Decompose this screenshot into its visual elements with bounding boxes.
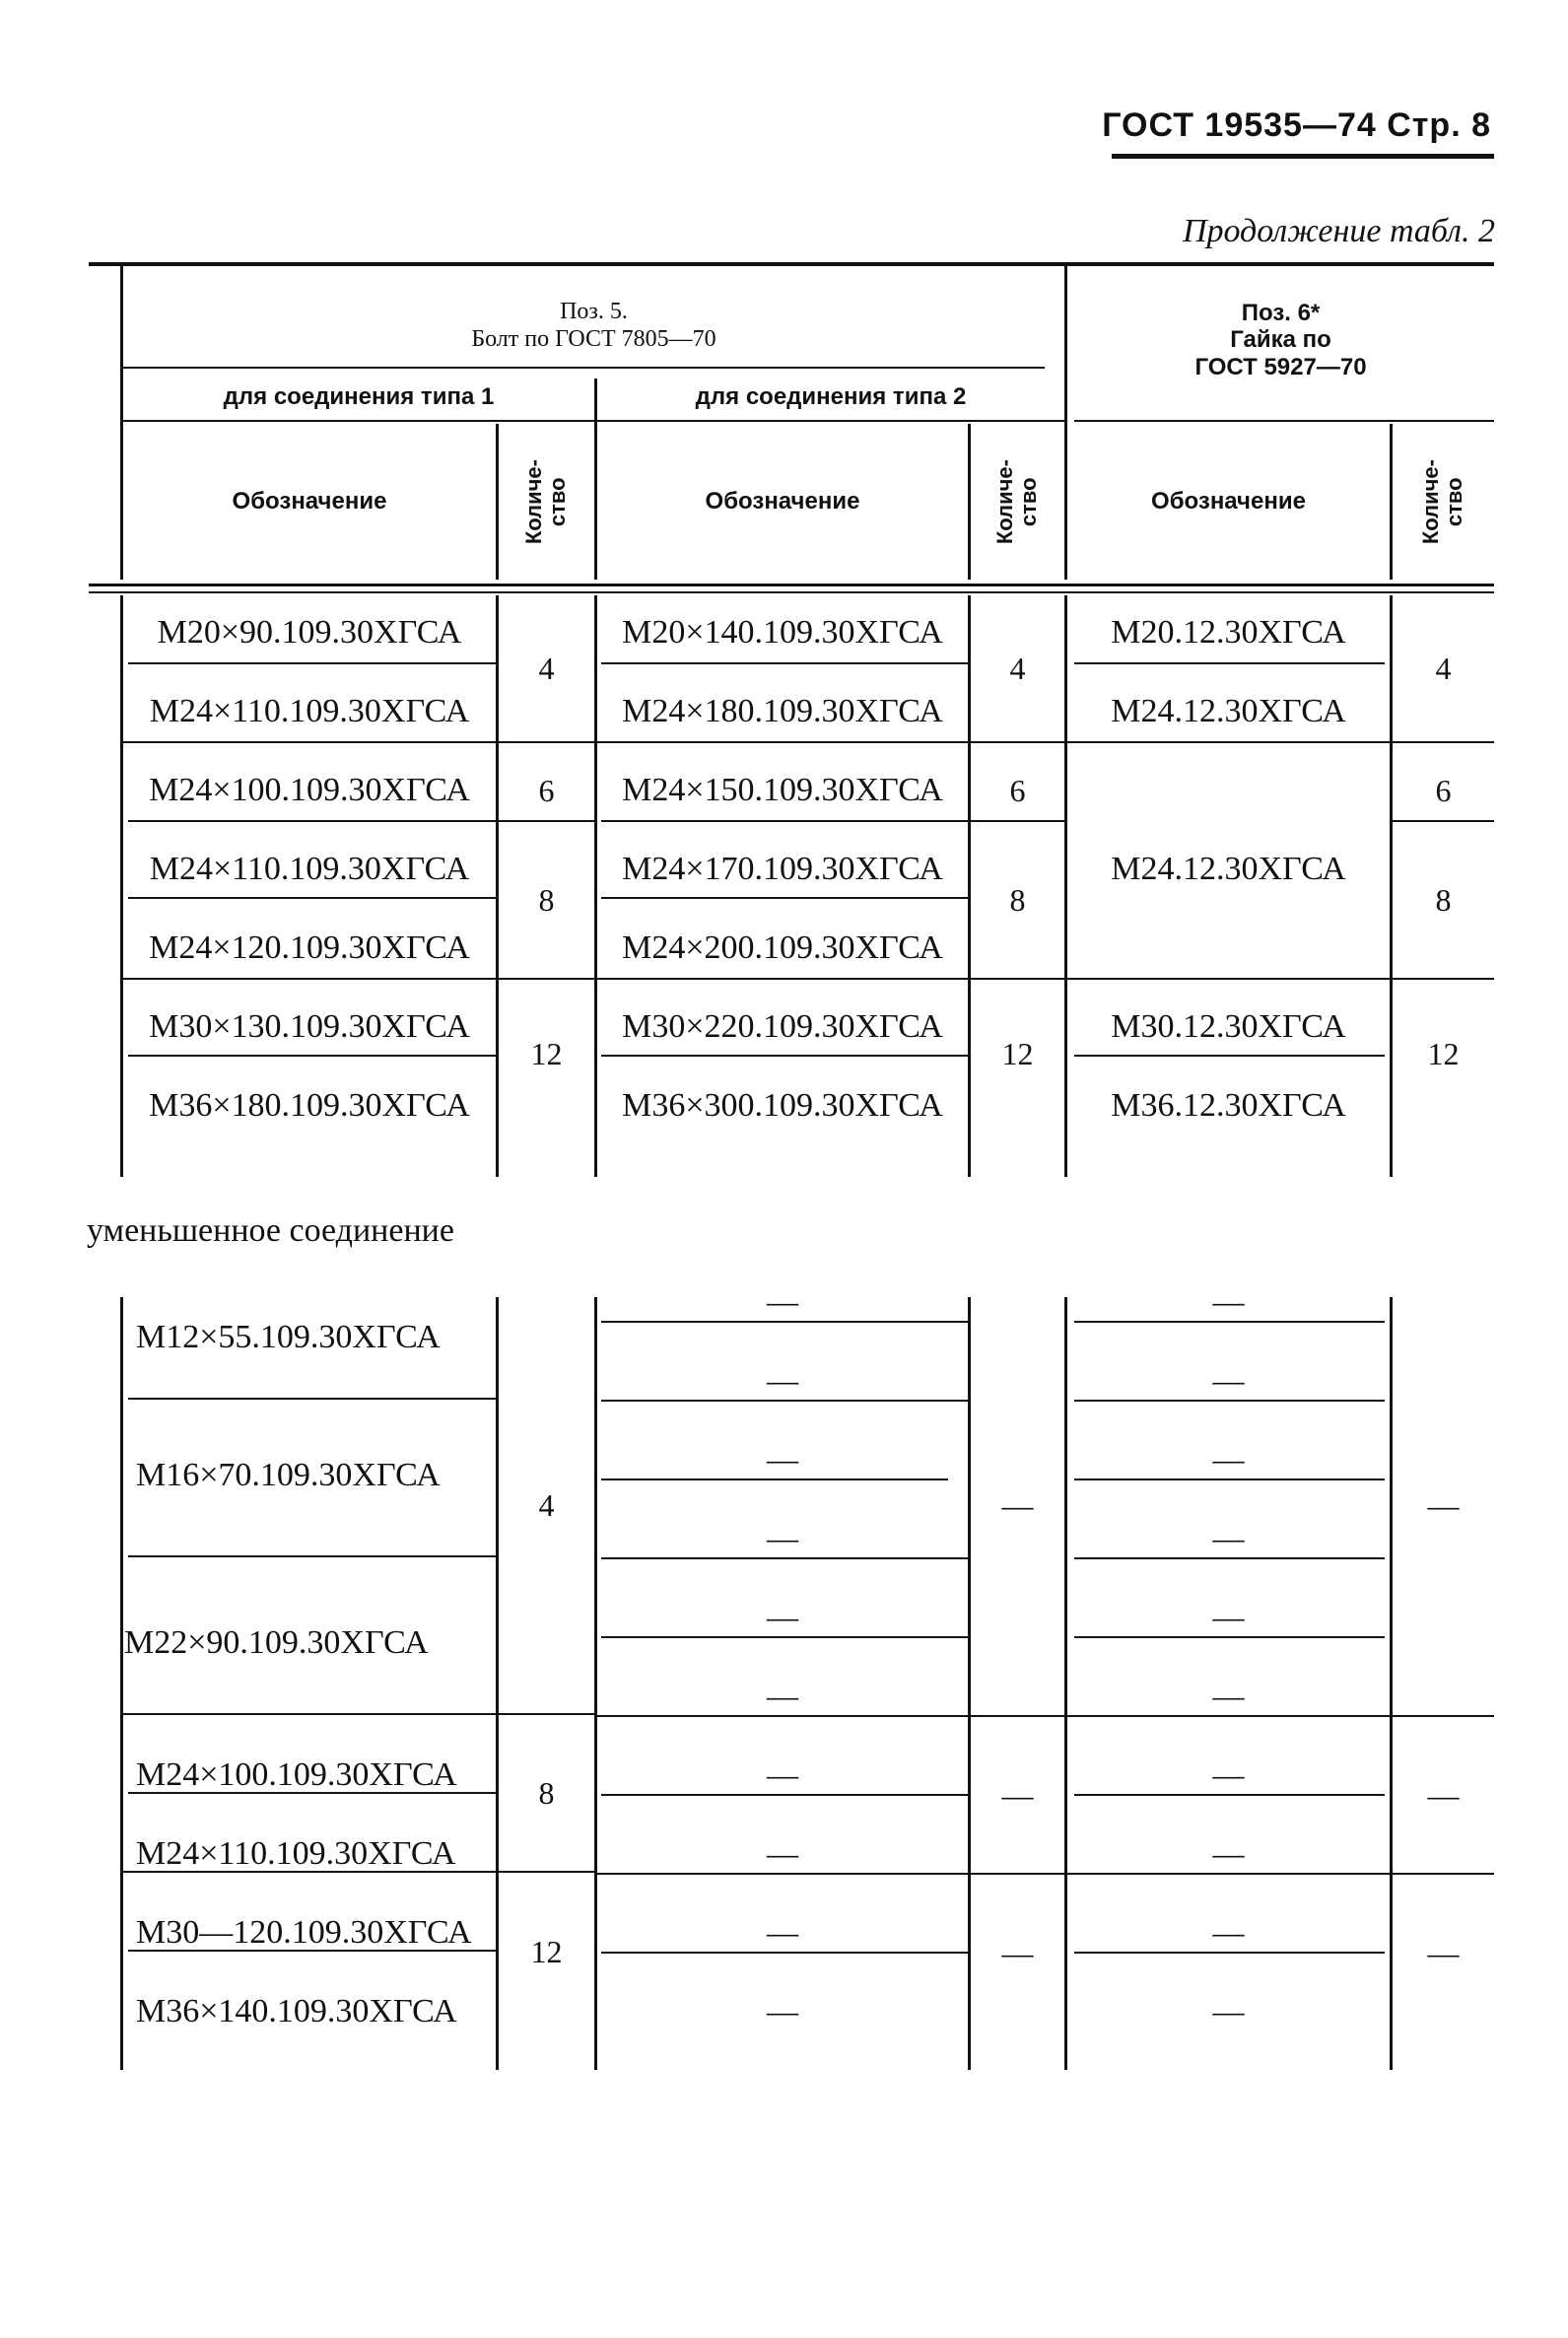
- row-rule: [601, 1055, 968, 1057]
- row-rule: [1074, 1055, 1385, 1057]
- dash-cell: —: [767, 1755, 798, 1792]
- dash-cell: —: [1212, 1677, 1245, 1713]
- dash-cell: —: [767, 1282, 798, 1319]
- lower-row-rule: [601, 1400, 968, 1402]
- lower-row-rule: [1074, 1478, 1385, 1480]
- reduced-bolt-designation: М12×55.109.30ХГСА: [136, 1319, 441, 1355]
- qty-bolt1: 6: [538, 772, 555, 808]
- dash-cell: —: [1212, 1834, 1245, 1871]
- reduced-qty: 12: [530, 1933, 563, 1969]
- pos5-line1: Поз. 5.: [560, 299, 628, 325]
- nut-designation: М20.12.30ХГСА: [1111, 614, 1346, 651]
- header-rule-type: [123, 420, 1064, 422]
- bolt1-designation: М36×180.109.30ХГСА: [149, 1087, 470, 1124]
- nut-designation: М30.12.30ХГСА: [1111, 1008, 1346, 1045]
- dash-cell: —: [767, 1677, 798, 1713]
- lower-row-rule: [128, 1555, 496, 1557]
- row-rule: [128, 662, 496, 664]
- header-bottom-rule-1: [89, 584, 1494, 586]
- reduced-bolt-designation: М36×140.109.30ХГСА: [136, 1993, 457, 2029]
- quantity-header-1-text: Количе- ство: [521, 458, 571, 545]
- qty-bolt2: 4: [1009, 650, 1026, 686]
- pos6-line3: ГОСТ 5927—70: [1194, 353, 1367, 380]
- reduced-bolt-designation: М30—120.109.30ХГСА: [136, 1914, 472, 1951]
- lower-row-rule: [601, 1952, 968, 1954]
- reduced-bolt-designation: М24×100.109.30ХГСА: [136, 1756, 457, 1793]
- qty-bolt1: 12: [530, 1035, 563, 1071]
- row-rule: [601, 897, 968, 899]
- qty-nut: 6: [1435, 772, 1452, 808]
- section-label-reduced: уменьшенное соединение: [87, 1212, 454, 1249]
- reduced-qty: 8: [538, 1774, 555, 1811]
- quantity-header-1: [499, 424, 594, 580]
- nut-designation: М36.12.30ХГСА: [1111, 1087, 1346, 1124]
- dash-qty: —: [1427, 1486, 1460, 1523]
- qty-nut: 12: [1427, 1035, 1460, 1071]
- lower-row-rule: [1074, 1400, 1385, 1402]
- qty-bolt2: 12: [1001, 1035, 1034, 1071]
- lower-row-rule: [601, 1557, 968, 1559]
- dash-cell: —: [1212, 1519, 1245, 1555]
- qty-nut: 4: [1435, 650, 1452, 686]
- dash-cell: —: [1212, 1992, 1245, 2029]
- quantity-header-2: [971, 424, 1064, 580]
- bolt1-designation: М30×130.109.30ХГСА: [149, 1008, 470, 1045]
- row-rule: [601, 662, 968, 664]
- bolt2-designation: М24×150.109.30ХГСА: [622, 772, 943, 808]
- pos5-line2: Болт по ГОСТ 7805—70: [471, 326, 716, 352]
- lower-row-rule: [601, 1636, 968, 1638]
- bolt1-designation: М24×100.109.30ХГСА: [149, 772, 470, 808]
- dash-cell: —: [767, 1913, 798, 1950]
- dash-qty: —: [1427, 1934, 1460, 1970]
- lower-row-rule: [601, 1478, 948, 1480]
- lower-row-rule: [1074, 1321, 1385, 1323]
- header-rule: [1112, 154, 1494, 159]
- dash-cell: —: [767, 1598, 798, 1634]
- page-header-standard: ГОСТ 19535—74 Стр. 8: [1102, 106, 1491, 144]
- nut-designation: М24.12.30ХГСА: [1111, 693, 1346, 729]
- dash-cell: —: [767, 1361, 798, 1398]
- qty-bolt2: 8: [1009, 881, 1026, 918]
- bolt2-designation: М24×200.109.30ХГСА: [622, 929, 943, 966]
- dash-qty: —: [1427, 1776, 1460, 1813]
- qty-bolt2: 6: [1009, 772, 1026, 808]
- lower-row-rule: [601, 1794, 968, 1796]
- row-rule: [128, 1055, 496, 1057]
- lower-row-rule: [601, 1321, 968, 1323]
- header-rule-pos5: [123, 367, 1045, 369]
- type2-label: для соединения типа 2: [695, 383, 967, 410]
- dash-cell: —: [1212, 1913, 1245, 1950]
- pos6-line2: Гайка по: [1230, 326, 1331, 354]
- lower-row-rule: [128, 1398, 496, 1400]
- dash-qty: —: [1001, 1486, 1034, 1523]
- qty-bolt1: 8: [538, 881, 555, 918]
- qty-bolt1: 4: [538, 650, 555, 686]
- quantity-header-3: [1393, 424, 1494, 580]
- qty-nut: 8: [1435, 881, 1452, 918]
- dash-cell: —: [767, 1992, 798, 2029]
- bolt2-designation: М30×220.109.30ХГСА: [622, 1008, 943, 1045]
- continuation-label: Продолжение табл. 2: [1182, 213, 1495, 249]
- bolt1-designation: М20×90.109.30ХГСА: [157, 614, 462, 651]
- dash-cell: —: [1212, 1361, 1245, 1398]
- lower-vline-left: [120, 1297, 123, 2070]
- row-rule: [1074, 662, 1385, 664]
- nut-designation-merged: М24.12.30ХГСА: [1111, 851, 1346, 887]
- dash-cell: —: [1212, 1440, 1245, 1477]
- designation-header-2: Обозначение: [705, 488, 860, 515]
- header-bottom-rule-2: [89, 591, 1494, 593]
- reduced-qty: 4: [538, 1486, 555, 1523]
- bolt1-designation: М24×110.109.30ХГСА: [149, 693, 470, 729]
- group-rule: [123, 978, 1494, 980]
- dash-cell: —: [1212, 1755, 1245, 1792]
- quantity-header-3-text: Количе- ство: [1418, 458, 1467, 545]
- reduced-bolt-designation: М22×90.109.30ХГСА: [124, 1624, 429, 1661]
- dash-cell: —: [767, 1440, 798, 1477]
- dash-cell: —: [1212, 1598, 1245, 1634]
- pos6-title: [1067, 296, 1494, 384]
- lower-row-rule: [1074, 1794, 1385, 1796]
- reduced-bolt-designation: М16×70.109.30ХГСА: [136, 1457, 441, 1493]
- designation-header-3: Обозначение: [1151, 488, 1306, 515]
- bolt1-designation: М24×120.109.30ХГСА: [149, 929, 470, 966]
- lower-row-rule: [1074, 1557, 1385, 1559]
- bolt2-designation: М24×180.109.30ХГСА: [622, 693, 943, 729]
- group-rule: [123, 741, 1494, 743]
- designation-header-1: Обозначение: [232, 488, 387, 515]
- quantity-header-2-text: Количе- ство: [992, 458, 1042, 545]
- bolt1-designation: М24×110.109.30ХГСА: [149, 851, 470, 887]
- header-rule-pos6: [1074, 420, 1494, 422]
- row-rule: [128, 897, 496, 899]
- type1-label: для соединения типа 1: [223, 383, 495, 410]
- dash-cell: —: [1212, 1282, 1245, 1319]
- lower-row-rule: [1074, 1952, 1385, 1954]
- bolt2-designation: М36×300.109.30ХГСА: [622, 1087, 943, 1124]
- pos5-title: [123, 292, 1064, 361]
- lower-row-rule: [1074, 1636, 1385, 1638]
- bolt2-designation: М24×170.109.30ХГСА: [622, 851, 943, 887]
- reduced-bolt-designation: М24×110.109.30ХГСА: [136, 1835, 456, 1872]
- dash-qty: —: [1001, 1776, 1034, 1813]
- dash-cell: —: [767, 1519, 798, 1555]
- dash-cell: —: [767, 1834, 798, 1871]
- dash-qty: —: [1001, 1934, 1034, 1970]
- pos6-line1: Поз. 6*: [1241, 299, 1321, 326]
- bolt2-designation: М20×140.109.30ХГСА: [622, 614, 943, 651]
- table-top-rule: [89, 262, 1494, 266]
